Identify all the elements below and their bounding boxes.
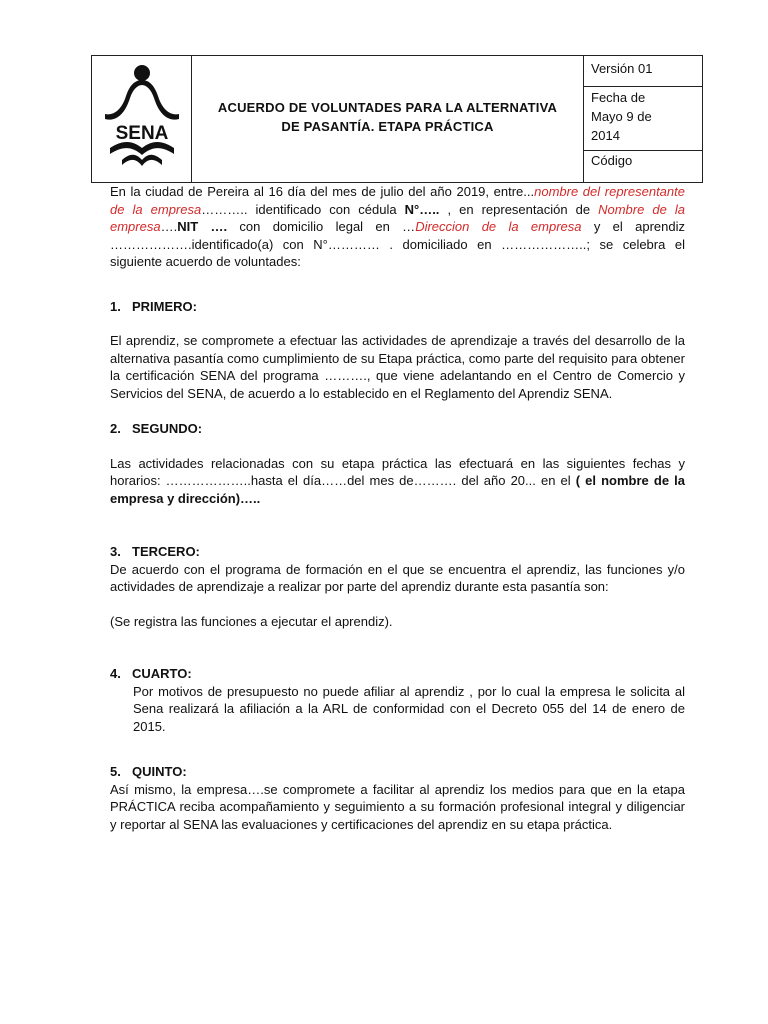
section-2-heading (110, 420, 685, 438)
document-title (198, 98, 578, 136)
section-3-heading (110, 543, 685, 561)
section-2-title: SEGUNDO: (132, 421, 203, 436)
section-4-heading (110, 665, 685, 683)
document-body (110, 183, 685, 833)
section-4-text: Por motivos de presupuesto no puede afiliar al aprendiz , por lo cual la empresa le solicita al Sena realizará la afiliación a la ARL de conformidad con el Decreto 055 del 14 de enero de 2015. (133, 683, 685, 734)
code-field: Código (591, 153, 633, 168)
intro-text-6: y el aprendiz ……………….identificado(a) con N°………… . domiciliado en ………………..; se celebra el siguiente acuerdo de voluntades: (110, 219, 685, 269)
intro-text-2: ……….. identificado con cédula (201, 201, 405, 217)
section-1-text: El aprendiz, se compromete a efectuar las actividades de aprendizaje a través del desarrollo de la alternativa pasantía como cumplimiento de su Etapa práctica, como parte del requisito para obtener la certificación SENA del programa ………., que viene adelantando en el Centro de Comercio y Servicios del SENA, de acuerdo a lo establecido en el Reglamento del Aprendiz SENA. (110, 333, 685, 401)
logo-cell (92, 56, 192, 182)
section-3-number: 3. (110, 544, 121, 559)
section-1-heading (110, 298, 685, 316)
section-1-number: 1. (110, 298, 121, 314)
section-4-title: CUARTO: (132, 666, 192, 681)
intro-paragraph (110, 183, 685, 271)
section-2-company-placeholder: ( el nombre de la empresa y dirección)….. (110, 473, 685, 506)
date-line-3: 2014 (591, 128, 620, 143)
id-number-placeholder: N°….. (404, 201, 440, 217)
placeholder-representative: nombre del representante de la empresa (110, 184, 685, 217)
section-4-number: 4. (110, 666, 121, 681)
section-1-title: PRIMERO: (132, 298, 197, 314)
section-2-body: Las actividades relacionadas con su etapa práctica las efectuará en las siguientes fechas y horarios: ………………..hasta el día……del mes de………. del año 20... en el (110, 455, 685, 488)
section-5-text: Así mismo, la empresa….se compromete a facilitar al aprendiz los medios para que en la etapa PRÁCTICA reciba acompañamiento y seguimiento a su formación profesional integral y diligenciar y reportar al SENA las evaluaciones y certificaciones del aprendiz en su etapa práctica. (110, 781, 685, 832)
intro-text-4: …. (160, 219, 178, 234)
nit-placeholder: NIT …. (177, 219, 228, 234)
title-line-1: ACUERDO DE VOLUNTADES PARA LA ALTERNATIVA (217, 100, 558, 115)
section-3-note: (Se registra las funciones a ejecutar el aprendiz). (110, 613, 393, 629)
logo-wordmark: SENA (115, 123, 169, 144)
date-line-2: Mayo 9 de (591, 109, 652, 124)
date-field (584, 87, 702, 151)
meta-cell (584, 56, 702, 182)
section-3-text: De acuerdo con el programa de formación en el que se encuentra el aprendiz, las funciones y/o actividades de aprendizaje a realizar por parte del aprendiz durante esta pasantía son: (110, 561, 685, 594)
intro-text-1: En la ciudad de Pereira al 16 día del mes de julio del año 2019, entre... (110, 184, 535, 199)
section-5-number: 5. (110, 764, 121, 779)
section-2-number: 2. (110, 421, 121, 436)
section-5-title: QUINTO: (132, 764, 187, 779)
section-2-text (110, 455, 685, 508)
section-5-heading (110, 763, 685, 781)
placeholder-company-name: Nombre de la empresa (110, 201, 685, 234)
intro-text-5: con domicilio legal en … (227, 219, 416, 234)
title-cell (192, 56, 584, 182)
document-header-table (91, 55, 703, 183)
date-line-1: Fecha de (591, 90, 646, 105)
sena-logo (92, 56, 192, 182)
placeholder-company-address: Direccion de la empresa (415, 219, 582, 234)
section-3-title: TERCERO: (132, 544, 200, 559)
title-line-2: DE PASANTÍA. ETAPA PRÁCTICA (281, 119, 494, 134)
intro-text-3: , en representación de (439, 201, 599, 217)
version-field: Versión 01 (584, 56, 702, 87)
